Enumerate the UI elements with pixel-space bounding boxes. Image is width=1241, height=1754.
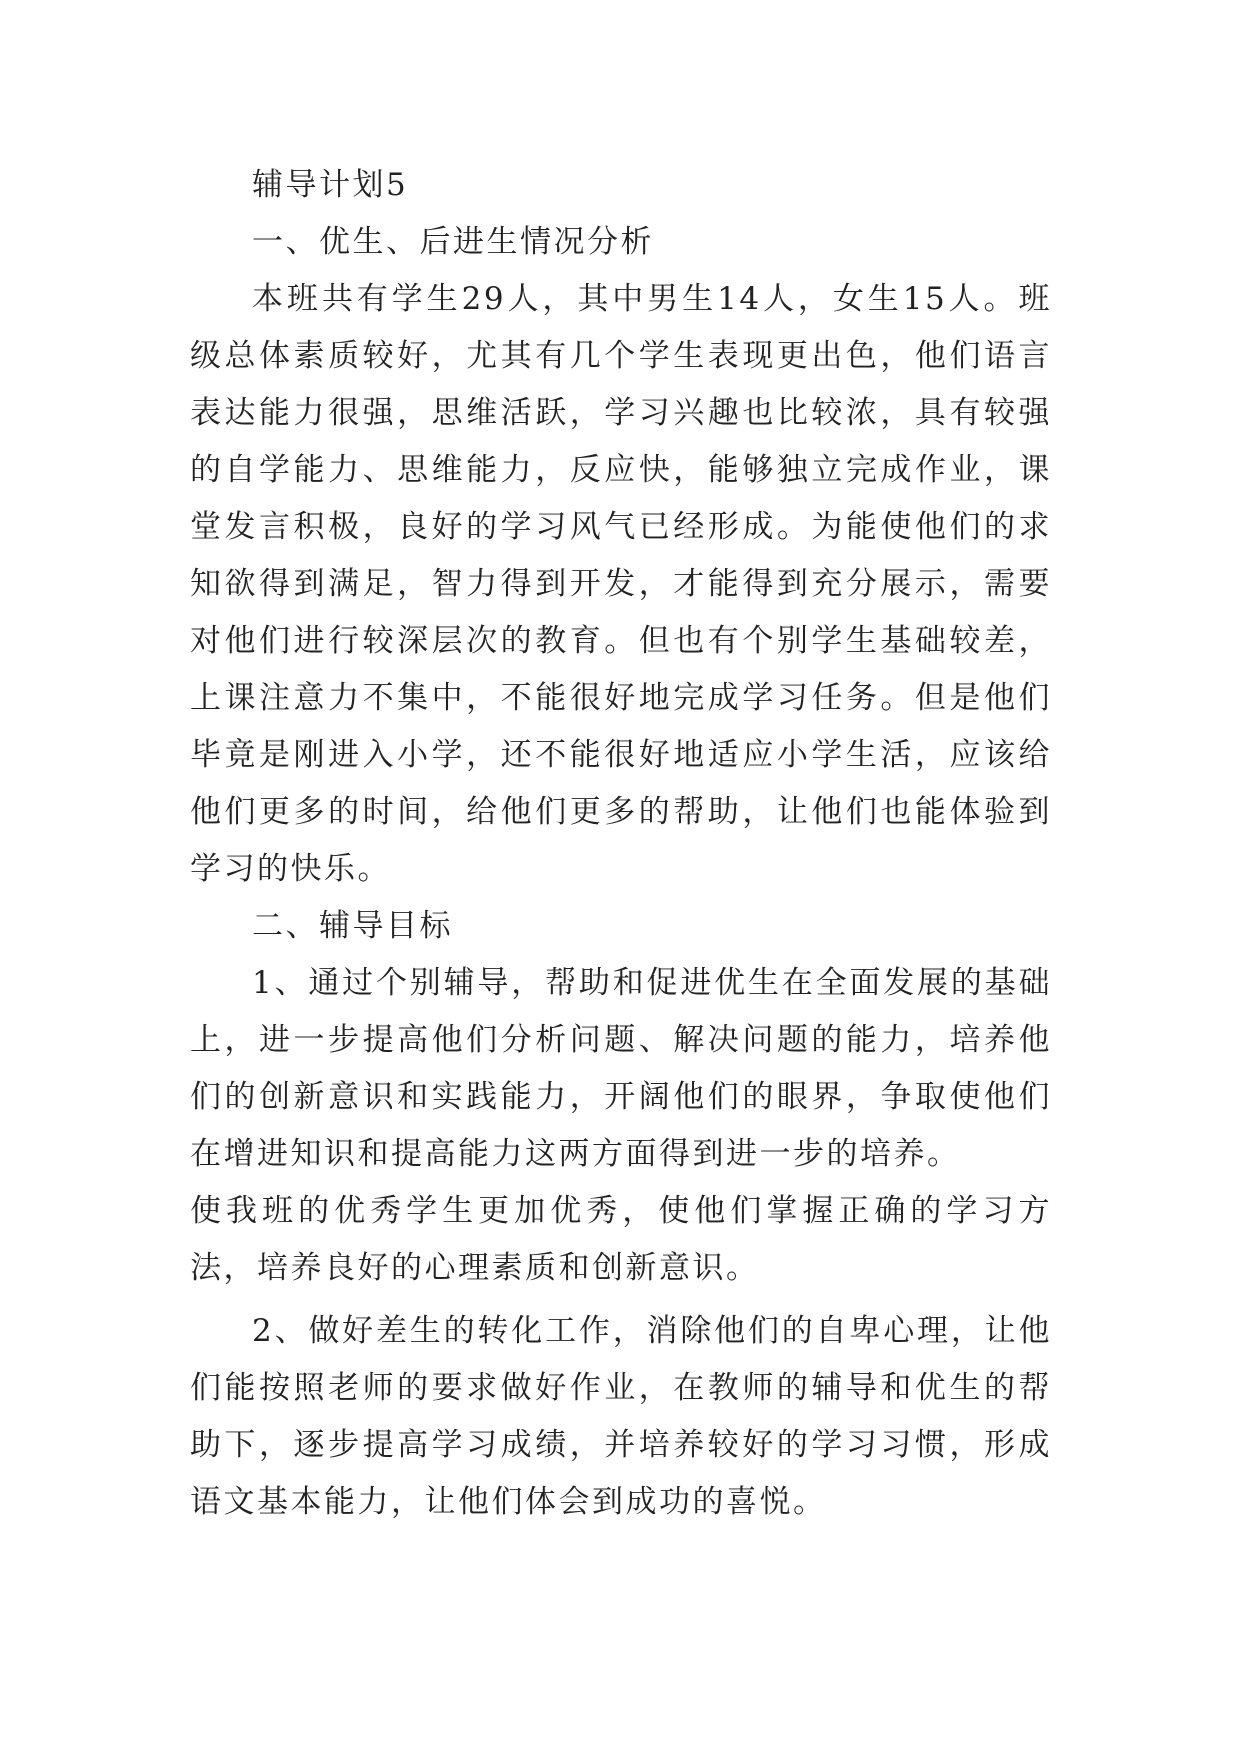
- paragraph-class-analysis: 本班共有学生29人，其中男生14人，女生15人。班级总体素质较好，尤其有几个学生表现更出色，他们语言表达能力很强，思维活跃，学习兴趣也比较浓，具有较强的自学能力、思维能力，反应快，能够独立完成作业，课堂发言积极，良好的学习风气已经形成。为能使他们的求知欲得到满足，智力得到开发，才能得到充分展示，需要对他们进行较深层次的教育。但也有个别学生基础较差，上课注意力不集中，不能很好地完成学习任务。但是他们毕竟是刚进入小学，还不能很好地适应小学生活，应该给他们更多的时间，给他们更多的帮助，让他们也能体验到学习的快乐。: [190, 281, 1052, 887]
- section-heading-goals: 二、辅导目标: [252, 908, 453, 944]
- paragraph-goal-1-continuation: 使我班的优秀学生更加优秀，使他们掌握正确的学习方法，培养良好的心理素质和创新意识。: [190, 1193, 1052, 1286]
- paragraph-goal-2: 2、做好差生的转化工作，消除他们的自卑心理，让他们能按照老师的要求做好作业，在教师的辅导和优生的帮助下，逐步提高学习成绩，并培养较好的学习习惯，形成语文基本能力，让他们体会到成功的喜悦。: [190, 1313, 1052, 1520]
- document-body: [190, 157, 1052, 1531]
- paragraph-goal-1: 1、通过个别辅导，帮助和促进优生在全面发展的基础上，进一步提高他们分析问题、解决问题的能力，培养他们的创新意识和实践能力，开阔他们的眼界，争取使他们在增进知识和提高能力这两方面得到进一步的培养。: [190, 965, 1052, 1172]
- section-heading-analysis: 一、优生、后进生情况分析: [252, 224, 654, 260]
- document-title: 辅导计划5: [252, 167, 409, 203]
